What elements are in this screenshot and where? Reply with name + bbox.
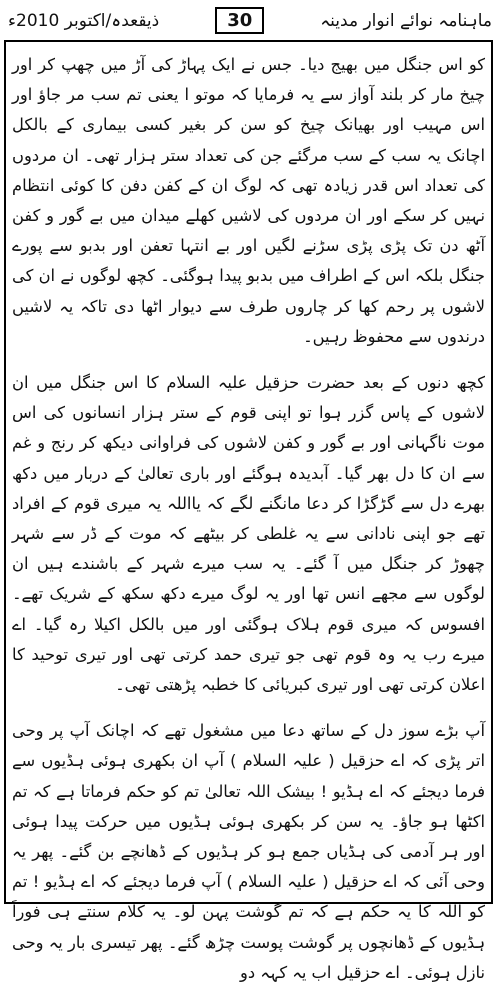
article-body (12, 50, 485, 982)
paragraph: کو اس جنگل میں بھیج دیا۔ جس نے ایک پہاڑ کی آڑ میں چھپ کر اور چیخ مار کر بلند آواز سے یہ فرمایا کہ موتو ا یعنی تم سب مر جاؤ اور اس مہیب اور بھیانک چیخ کو سن کر بغیر کسی بیماری کے بالکل اچانک یہ سب کے سب مرگئے جن کی تعداد ستر ہزار تھی۔ ان مردوں کی تعداد اس قدر زیادہ تھی کہ لوگ ان کے کفن دفن کا کوئی انتظام نہیں کر سکے اور ان مردوں کی لاشیں کھلے میدان میں بے گور و کفن آٹھ دن تک پڑی پڑی سڑنے لگیں اور بے انتہا تعفن اور بدبو سے پورے جنگل بلکہ اس کے اطراف میں بدبو پیدا ہوگئی۔ کچھ لوگوں نے ان کی لاشوں پر رحم کھا کر چاروں طرف سے دیوار اٹھا دی تاکہ یہ لاشیں درندوں سے محفوظ رہیں۔ (12, 55, 485, 346)
paragraph: کچھ دنوں کے بعد حضرت حزقیل علیہ السلام کا اس جنگل میں ان لاشوں کے پاس گزر ہوا تو اپنی قوم کے ستر ہزار انسانوں کی اس موت ناگہانی اور بے گور و کفن لاشوں کی فراوانی دیکھ کر رنج و غم سے ان کا دل بھر گیا۔ آبدیدہ ہوگئے اور باری تعالیٰ کے دربار میں دکھ بھرے دل سے گڑگڑا کر دعا مانگنے لگے کہ یااللہ یہ میری قوم کے افراد تھے جو اپنی نادانی سے یہ غلطی کر بیٹھے کہ موت کے ڈر سے شہر چھوڑ کر جنگل میں آ گئے۔ یہ سب میرے شہر کے باشندے ہیں ان لوگوں سے مجھے انس تھا اور یہ لوگ میرے دکھ سکھ کے شریک تھے۔ افسوس کہ میری قوم ہلاک ہوگئی اور میں بالکل اکیلا رہ گیا۔ اے میرے رب یہ وہ قوم تھی جو تیری حمد کرتی تھی اور تیری توحید کا اعلان کرتی تھی اور تیری کبریائی کا خطبہ پڑھتی تھی۔ (12, 373, 485, 695)
text-frame (4, 40, 493, 982)
issue-date: ذیقعدہ/اکتوبر 2010ء (8, 10, 160, 31)
journal-name: ماہنامہ نوائے انوار مدینہ (320, 10, 492, 31)
page-header (0, 0, 500, 40)
paragraph: آپ بڑے سوز دل کے ساتھ دعا میں مشغول تھے کہ اچانک آپ پر وحی اتر پڑی کہ اے حزقیل ( علیہ السلام ) آپ ان بکھری ہوئی ہڈیوں سے فرما دیجئے کہ اے ہڈیو ! بیشک اللہ تعالیٰ تم کو حکم فرماتا ہے کہ تم اکٹھا ہو جاؤ۔ یہ سن کر بکھری ہوئی ہڈیوں میں حرکت پیدا ہوئی اور ہر آدمی کی ہڈیاں جمع ہو کر ہڈیوں کے ڈھانچے بن گئے۔ پھر یہ وحی آئی کہ اے حزقیل ( علیہ السلام ) آپ فرما دیجئے کہ اے ہڈیو ! تم کو اللہ کا یہ حکم ہے کہ تم گوشت پہن لو۔ یہ کلام سنتے ہی فوراً ہڈیوں کے ڈھانچوں پر گوشت پوست چڑھ گئے۔ پھر تیسری بار یہ وحی نازل ہوئی۔ اے حزقیل اب یہ کہہ دو (12, 721, 485, 982)
page-number: 30 (215, 7, 264, 34)
